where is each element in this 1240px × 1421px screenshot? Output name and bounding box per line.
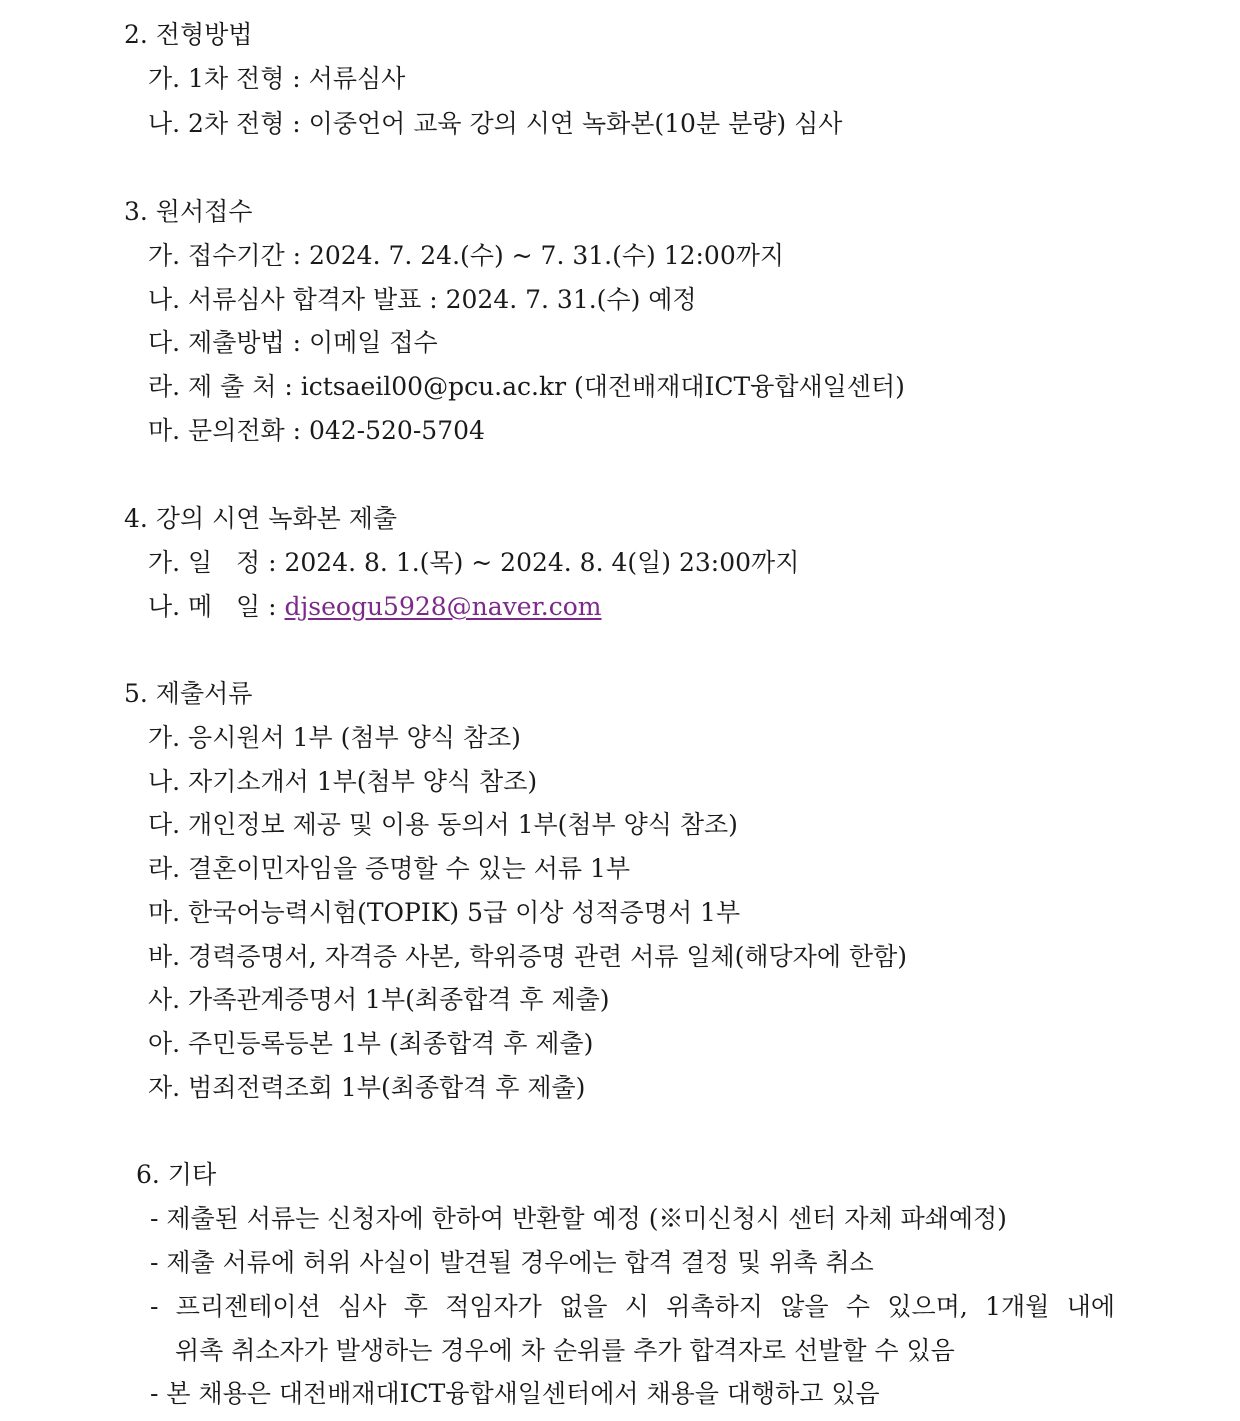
section-2-item-na: 나. 2차 전형 : 이중언어 교육 강의 시연 녹화본(10분 분량) 심사	[148, 109, 843, 138]
section-4-email-label: 나. 메 일 :	[148, 592, 285, 621]
section-5-item-a: 아. 주민등록등본 1부 (최종합격 후 제출)	[148, 1029, 594, 1058]
section-2-heading: 2. 전형방법	[124, 20, 253, 49]
section-5-item-ra: 라. 결혼이민자임을 증명할 수 있는 서류 1부	[148, 854, 631, 883]
section-4-heading: 4. 강의 시연 녹화본 제출	[124, 504, 397, 533]
section-5-item-ma: 마. 한국어능력시험(TOPIK) 5급 이상 성적증명서 1부	[148, 898, 741, 927]
section-6-heading: 6. 기타	[136, 1160, 217, 1189]
section-5-item-da: 다. 개인정보 제공 및 이용 동의서 1부(첨부 양식 참조)	[148, 810, 738, 839]
section-6-bullet-3-continuation: 위촉 취소자가 발생하는 경우에 차 순위를 추가 합격자로 선발할 수 있음	[175, 1336, 955, 1365]
section-3-item-ga: 가. 접수기간 : 2024. 7. 24.(수) ~ 7. 31.(수) 12:00까지	[148, 241, 785, 270]
section-3-item-ra: 라. 제 출 처 : ictsaeil00@pcu.ac.kr (대전배재대ICT융합새일센터)	[148, 372, 905, 401]
section-6-bullet-3: - 프리젠테이션 심사 후 적임자가 없을 시 위촉하지 않을 수 있으며, 1개월 내에	[150, 1292, 1115, 1321]
section-5-item-sa: 사. 가족관계증명서 1부(최종합격 후 제출)	[148, 985, 610, 1014]
section-5-item-ba: 바. 경력증명서, 자격증 사본, 학위증명 관련 서류 일체(해당자에 한함)	[148, 942, 907, 971]
section-3-heading: 3. 원서접수	[124, 197, 253, 226]
section-3-item-da: 다. 제출방법 : 이메일 접수	[148, 328, 438, 357]
submission-email-link[interactable]: djseogu5928@naver.com	[284, 592, 602, 621]
section-3-item-na: 나. 서류심사 합격자 발표 : 2024. 7. 31.(수) 예정	[148, 285, 697, 314]
section-4-item-ga: 가. 일 정 : 2024. 8. 1.(목) ~ 2024. 8. 4(일) 23:00까지	[148, 548, 800, 577]
section-5-heading: 5. 제출서류	[124, 679, 253, 708]
section-5-item-na: 나. 자기소개서 1부(첨부 양식 참조)	[148, 767, 538, 796]
section-5-item-ja: 자. 범죄전력조회 1부(최종합격 후 제출)	[148, 1073, 586, 1102]
section-4-item-na	[148, 589, 602, 625]
section-2-item-ga: 가. 1차 전형 : 서류심사	[148, 64, 406, 93]
section-3-item-ma: 마. 문의전화 : 042-520-5704	[148, 416, 485, 445]
section-6-bullet-1: - 제출된 서류는 신청자에 한하여 반환할 예정 (※미신청시 센터 자체 파쇄예정)	[150, 1204, 1007, 1233]
section-5-item-ga: 가. 응시원서 1부 (첨부 양식 참조)	[148, 723, 521, 752]
section-6-bullet-2: - 제출 서류에 허위 사실이 발견될 경우에는 합격 결정 및 위촉 취소	[150, 1248, 874, 1277]
section-6-bullet-4: - 본 채용은 대전배재대ICT융합새일센터에서 채용을 대행하고 있음	[150, 1379, 880, 1408]
